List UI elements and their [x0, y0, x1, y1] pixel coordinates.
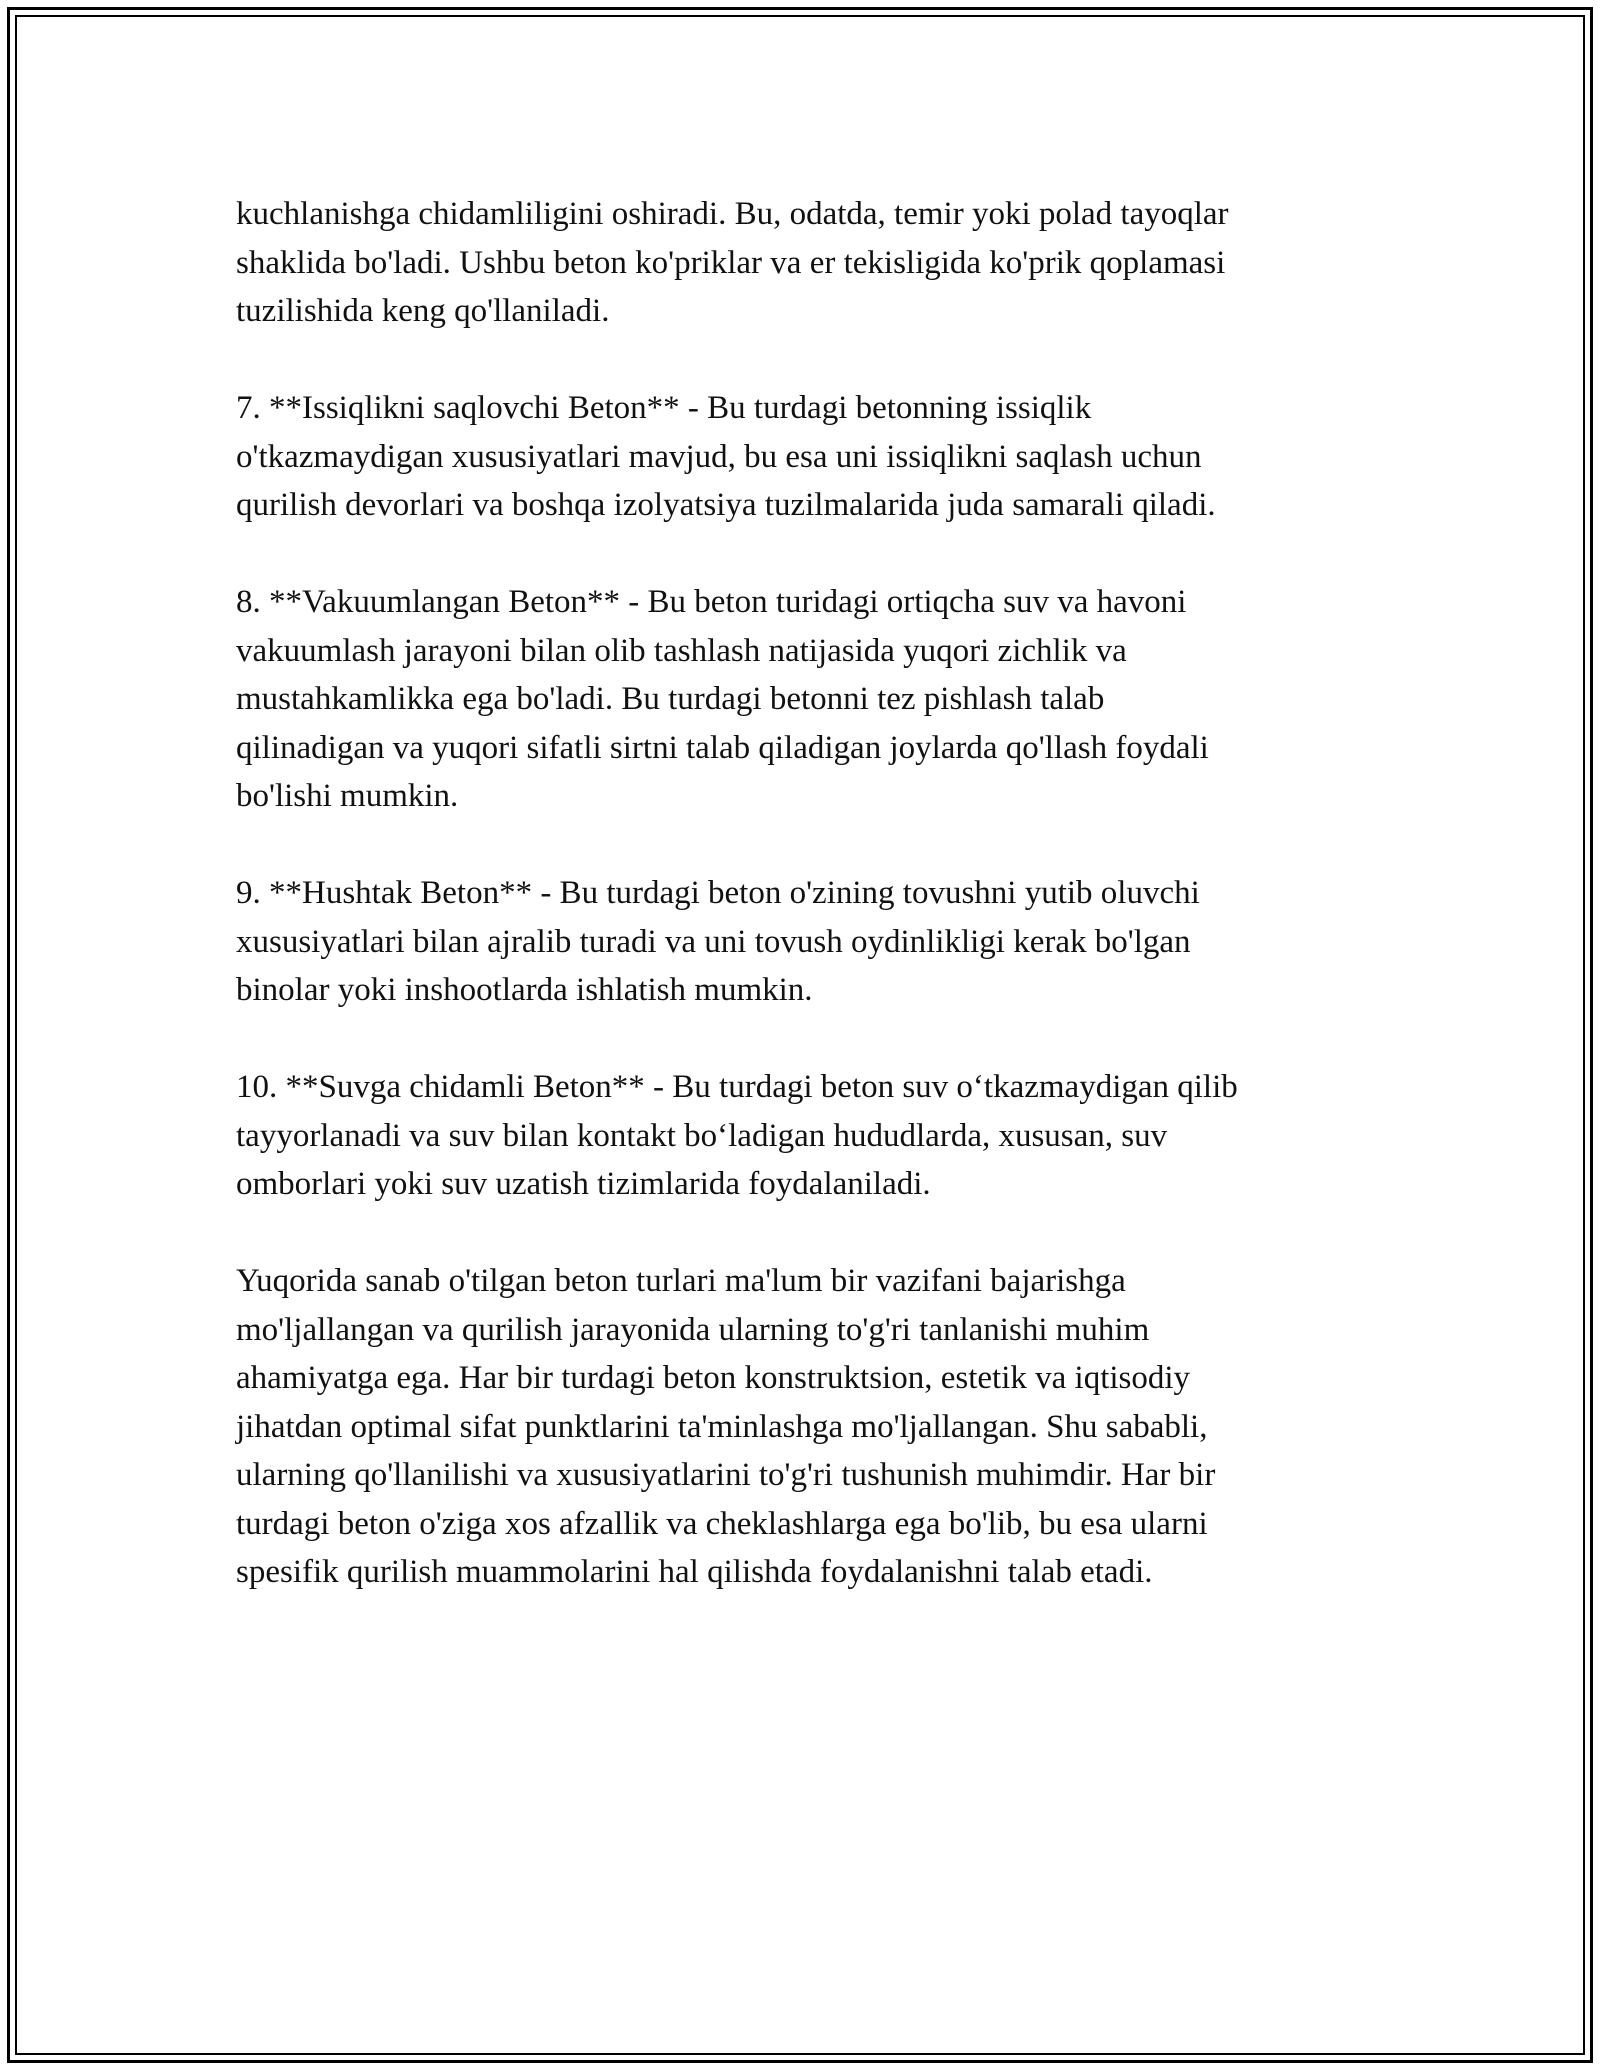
paragraph-conclusion: Yuqorida sanab o'tilgan beton turlari ma'lum bir vazifani bajarishga mo'ljallangan va qurilish jarayonida ularning to'g'ri tanlanishi muhim ahamiyatga ega. Har bir turdagi beton konstruktsion, estetik va iqtisodiy jihatdan optimal sifat punktlarini ta'minlashga mo'ljallangan. Shu sababli, ularning qo'llanilishi va xususiyatlarini to'g'ri tushunish muhimdir. Har bir turdagi beton o'ziga xos afzallik va cheklashlarga ega bo'lib, bu esa ularni spesifik qurilish muammolarini hal qilishda foydalanishni talab etadi.: [236, 1263, 1216, 1590]
paragraph-item-9-acoustic-concrete: 9. **Hushtak Beton** - Bu turdagi beton o'zining tovushni yutib oluvchi xususiyatlari bilan ajralib turadi va uni tovush oydinlikligi kerak bo'lgan binolar yoki inshootlarda ishlatish mumkin.: [236, 875, 1200, 1008]
paragraph-item-7-heat-retaining-concrete: 7. **Issiqlikni saqlovchi Beton** - Bu turdagi betonning issiqlik o'tkazmaydigan xususiyatlari mavjud, bu esa uni issiqlikni saqlash uchun qurilish devorlari va boshqa izolyatsiya tuzilmalarida juda samarali qiladi.: [236, 390, 1216, 523]
paragraph-item-10-waterproof-concrete: 10. **Suvga chidamli Beton** - Bu turdagi beton suv o‘tkazmaydigan qilib tayyorlanadi va suv bilan kontakt bo‘ladigan hududlarda, xususan, suv omborlari yoki suv uzatish tizimlarida foydalaniladi.: [236, 1069, 1238, 1202]
paragraph-reinforced-concrete-continuation: kuchlanishga chidamliligini oshiradi. Bu, odatda, temir yoki polad tayoqlar shaklida bo'ladi. Ushbu beton ko'priklar va er tekisligida ko'prik qoplamasi tuzilishida keng qo'llaniladi.: [236, 196, 1229, 329]
document-body: [236, 190, 1366, 1597]
paragraph-item-8-vacuumed-concrete: 8. **Vakuumlangan Beton** - Bu beton turidagi ortiqcha suv va havoni vakuumlash jarayoni bilan olib tashlash natijasida yuqori zichlik va mustahkamlikka ega bo'ladi. Bu turdagi betonni tez pishlash talab qilinadigan va yuqori sifatli sirtni talab qiladigan joylarda qo'llash foydali bo'lishi mumkin.: [236, 584, 1209, 814]
